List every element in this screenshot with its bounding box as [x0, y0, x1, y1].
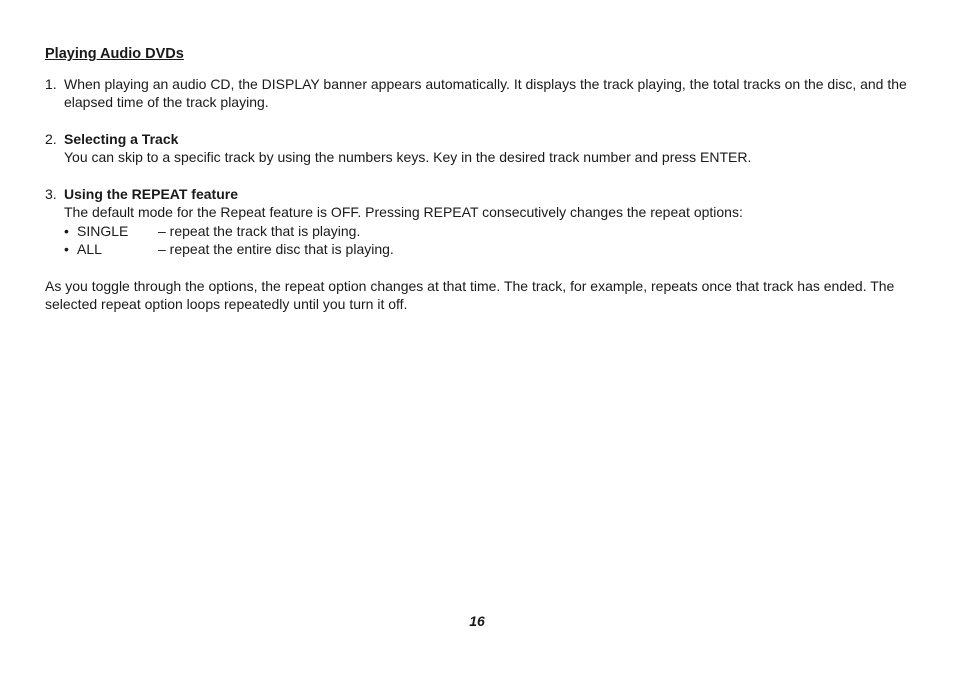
item-number: 3.: [45, 185, 57, 202]
closing-paragraph: As you toggle through the options, the repeat option changes at that time. The track, for example, repeats once that track has ended. The selected repeat option loops repeatedly until you turn it off.: [45, 277, 895, 312]
item-title: Using the REPEAT feature: [64, 185, 238, 202]
item-number: 2.: [45, 130, 57, 147]
option-name: ALL: [77, 241, 102, 257]
list-item-1: [45, 75, 915, 112]
option-description: – repeat the entire disc that is playing.: [158, 241, 394, 257]
document-page: [45, 45, 915, 314]
option-description: – repeat the track that is playing.: [158, 222, 361, 239]
item-title: Selecting a Track: [64, 130, 179, 147]
repeat-option-all: [64, 240, 915, 259]
option-name: SINGLE: [77, 222, 129, 239]
item-text: The default mode for the Repeat feature is OFF. Pressing REPEAT consecutively changes the repeat options:: [64, 204, 743, 220]
item-text: When playing an audio CD, the DISPLAY banner appears automatically. It displays the track playing, the total tracks on the disc, and the elapsed time of the track playing.: [64, 75, 907, 110]
item-text: You can skip to a specific track by using the numbers keys. Key in the desired track number and press ENTER.: [64, 149, 752, 165]
list-item-2: [45, 130, 915, 167]
section-heading: Playing Audio DVDs: [45, 46, 184, 62]
bullet-icon: •: [64, 222, 69, 239]
list-item-3: [45, 185, 915, 259]
repeat-option-single: [64, 222, 915, 241]
page-number: 16: [469, 613, 485, 629]
repeat-options-list: [64, 222, 915, 259]
bullet-icon: •: [64, 241, 69, 257]
item-number: 1.: [45, 75, 57, 92]
